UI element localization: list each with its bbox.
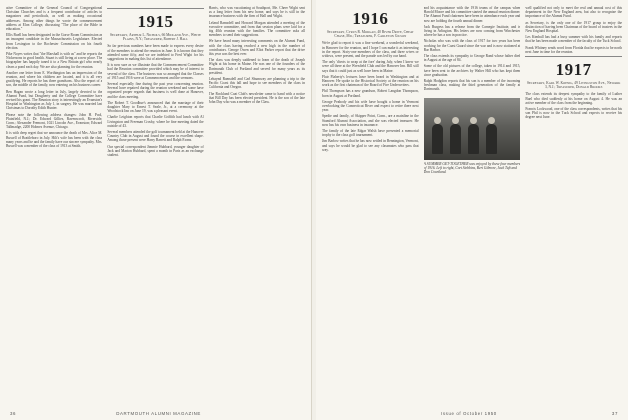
paragraph: George Peabody and his wife have bought a home in Vermont overlooking the Connecticut River and expect to retire there next year.: [322, 99, 419, 113]
right-col-3: [525, 6, 622, 402]
right-columns: [322, 6, 622, 402]
paragraph: Jack Burgess has a release from the Carnegie Institute, and is living in Arlington. His letters are now coming from Winchester where he has a son in practice.: [423, 24, 521, 38]
paragraph: Spedie and family, of Skipper Point, Conn., are a mainline in the Stamford Alumni Association, and she was elected treasurer. He now has his own business in insurance.: [322, 114, 419, 127]
paragraph: Phil Thompson has a new grandson, Robert Langdon Thompson, born in August at Portland.: [322, 89, 419, 98]
left-col-1: [6, 6, 102, 402]
paragraph: The class extends its sympathy to George Rand whose father died in August at the age of 84.: [423, 54, 521, 63]
paragraph: We have heard many interesting comments on the Alumni Fund, with the class having reached a new high in the number of contributors. George Owen and Eliot Parker report that the drive this year was the best ever.: [208, 39, 305, 57]
paragraph: Francis Lockwood, one of the class correspondents, writes that his son Phil is now in the Tuck School and expects to receive his degree next June.: [525, 107, 622, 120]
paragraph: Charlie Leighton reports that Charlie Griffith had lunch with Al Livingston and Freeman Crosby, where he fine meeting dated the outside of 43.: [107, 115, 204, 128]
paragraph: It is with deep regret that we announce the death of Mrs. Alice M. Bussell of Brattleboro in July. Hilt's wife has been with the class many years and he and the family have our sincere sympathy. Mrs. Bussell was a member of the class of 1913 at Smith.: [6, 131, 103, 149]
right-footer: [316, 411, 628, 416]
paragraph: The Rockland Coat Club's newsletter came to hand with a notice that Bill Day has been elected president. He is the son of the late John Day who was a member of the Class.: [208, 91, 305, 105]
page-number: 37: [611, 411, 618, 416]
paragraph: Nicholas who was with the class of 1917 for two years has been working for the Coast Guard since the war and is now stationed at Bar Harbor.: [423, 39, 521, 52]
paragraph: Frank Whitney sends word from Florida that he expects to be north next June in time for the reunion.: [525, 45, 622, 54]
paragraph: Our special correspondent Jimmie Hubbard, younger daughter of Jack and Marion Hubbard, spent a month in Paris as an exchange student.: [107, 144, 204, 158]
paragraph: Ellis Buell has been designated in the Gorse Room Commission as an insurgent candidate in the Massachusetts Legislature. Elected from Lexington to the Rochester Commission on his fourth election.: [6, 33, 103, 50]
paragraph: The class extends its deepest sympathy to the family of Luther Buel who died suddenly at his home on August 4. He was an active member of the class from the beginning.: [525, 92, 622, 105]
issue-line: Issue of October 1950: [441, 411, 497, 416]
photo-caption: A SUMMER GET-TOGETHER was enjoyed by these four members of 1916. Left to right, Cort Stebbins, Bert Gilmore, Jack Tuft and Don Courtland.: [423, 161, 521, 175]
right-page: [316, 0, 628, 420]
paragraph: as Secretary, is the only one of the 1917 group to enjoy the distinction of having been Chairman of the board of trustees in the New England Hospital.: [525, 20, 622, 34]
left-col-2: [107, 6, 203, 402]
paragraph: Several members attended the golf tournament held at the Hanover Country Club in August and found the course in excellent shape. Among those present were Harry Barrett and Ralph Evans.: [107, 130, 204, 143]
left-col-3: [209, 6, 305, 402]
page-number: 36: [10, 411, 17, 416]
paragraph: Lehaynd Ramsdell and Carl Shumway are planning a trip to the Pacific Coast this fall and hope to see members of the class in California and Oregon.: [208, 77, 305, 90]
paragraph: Ralph Hodgdon reports that his son is a member of the incoming freshman class, making the third generation of the family at Dartmouth.: [423, 79, 521, 92]
left-footer: [0, 411, 311, 416]
divider: [107, 8, 203, 9]
paragraph: The family of the late Edgar Walsh have presented a memorial trophy to the class golf tournament.: [322, 129, 419, 138]
paragraph: So far previous numbers have been made to express every desire of the members to attend the reunion in June. It is known that they attended some fifty, and we are indebted to Fred Wight for his suggestions in making this list of attendance.: [107, 44, 204, 62]
paragraph: Ben Hagan wrote a long letter in July, largely devoted to the Alumni Fund, but Dougherty and the College Committee have revised his grant. The Reunion story is interestingly an Evanston's Hospital in Washington as July 1, in surgery. He was married last Christmas to Dorothy Edith Hunter.: [6, 89, 103, 111]
paragraph: We're glad to report it was a fine weekend, a wonderful weekend, in Hanover for the reunion, and I hope I can make it as interesting in the report. Sixty-one members of the class, and three wives or widows, were present, and the parade was led by our band.: [322, 41, 419, 59]
paragraph: ative Committee of the General Council of Congregational Christian Churches and is a frequent contributor of articles to magazines and periodicals, as well as making occasional addresses. Among other things he wrote the commencement address at Elon College, discussing "The place of the Bible in education.": [6, 6, 103, 32]
left-columns: [6, 6, 305, 402]
secretary-line: Secretary, Cyrus R. Morgan, 40 River Drive, Cheat Chase, Md.; Treasurer, F. Carleton Gilson: [327, 30, 414, 39]
paragraph: well qualified not only to meet the real and annual cost of this department in the New England area, but also to recognize the importance of the Alumni Fund.: [525, 6, 622, 19]
class-year-heading: 1915: [137, 12, 174, 31]
class-year-heading: 1916: [352, 9, 389, 28]
paragraph: Leland Ramsdell and Howard Morgan attended a meeting of the executive committee, and from that session plans were laid for a big 40th reunion with the families. The committee asks all members to send their suggestions.: [208, 20, 305, 38]
paragraph: The class was deeply saddened to learn of the death of Joseph Wight at his home in Maine. He was one of the founders of the Dartmouth Club of Portland and served for many years as its president.: [208, 58, 305, 75]
secretary-line: Secretary, Karl W. Koenig, 49 Livingston Ave., Newark 3, N.J.; Treasurer, Donald Brooks: [526, 81, 621, 90]
paragraph: and his acquaintance with the 1916 teams of the campus when Harold Moore and his committee started the annual reunion dinner. The Alumni Fund chairmen have been in attendance each year and now are holding the fourth annual dinner.: [423, 6, 521, 23]
group-photo: [424, 98, 521, 160]
magazine-title: DARTMOUTH ALUMNI MAGAZINE: [116, 411, 201, 416]
paragraph: Please note the following address changes: John H. Pool, Plainfield, N.J.; Dr. Edward Gillies, Ravenscroft, Riverside, Conn.; Alexander Fremont, 1021 Lincoln Ave., Evanston; Edward Tallmadge, 2200 Holmes Avenue, Chicago.: [6, 112, 103, 130]
paragraph: The Robert T. Goodhue's announced that the marriage of their daughter Mary to Ernest T. Seale, Jr., at a ceremony at the Woodstock Inn on June 19, was a pleasant event.: [107, 100, 204, 114]
paragraph: Another one letter from E. Worthington has an impression of the reunion, and where his children are located, and it is all very gratifying. He reports he has three grandsons. Also the report of a son, the middle of the family, now entering on his business career.: [6, 70, 103, 88]
right-col-1: [322, 6, 419, 402]
class-year-heading: 1917: [555, 60, 592, 80]
paragraph: Some of the old pictures of the college, taken in 1914 and 1915, have been sent to the archives by Walter Hill who has kept them since graduation.: [423, 64, 521, 77]
paragraph: Several especially fine during the past year concerning reunion. Several have repaired during the reunion weekend and some have organized proper regards that business is well done at Hanover, and the class meeting.: [107, 82, 204, 99]
paragraph: Les Kimball has had a busy summer with his family and reports that he has been made a member of the faculty of the Tuck School.: [525, 35, 622, 44]
paragraph: Harris, who was vacationing at Southport, Me. Cheer Wight sent us a long letter from his new home, and says he is still in the insurance business with the firm of Hall and Wight.: [208, 6, 305, 19]
secretary-line: Secretary, Arthur L. Nichols, 66 Midland Ave., White Plains, N.Y.; Treasurer, Robert J. Hall: [109, 33, 202, 42]
paragraph: Jim Barlow writes that he has now settled in Bennington, Vermont, and says he would be glad to see any classmates who pass that way.: [322, 139, 419, 152]
paragraph: Pike Noyes writes that "the Marshall is with us" and he reports the Nickersons in good health. Stuart is still living at a new place. The biographer has happily tuned it to a New Britain girl who nearly clears a pond each day. We are also planning for the reunion.: [6, 52, 103, 69]
paragraph: The only 'divots to wrap at the fore' during July, when I knew we were all there at the Wrenfield Club and the Hanover Inn. Bill still says that it could just as well have been in Maine.: [322, 60, 419, 73]
paragraph: It is now sure as we illustrate that the Commencement Committee had the Reunion committee provided which may be of interest to several of the class. The business was so arranged that the Classes of 1915 and 1916 were at Commencement and the sermons.: [107, 63, 204, 80]
right-col-2: [424, 6, 521, 402]
left-page: [0, 0, 312, 420]
divider: [525, 56, 622, 57]
paragraph: Flair Flaherty's lectures have been heard in Washington and at Hanover. He spoke to the Historical Society at the reunion on his work as the first chairman of the Board of Fire Underwriters.: [322, 74, 419, 88]
